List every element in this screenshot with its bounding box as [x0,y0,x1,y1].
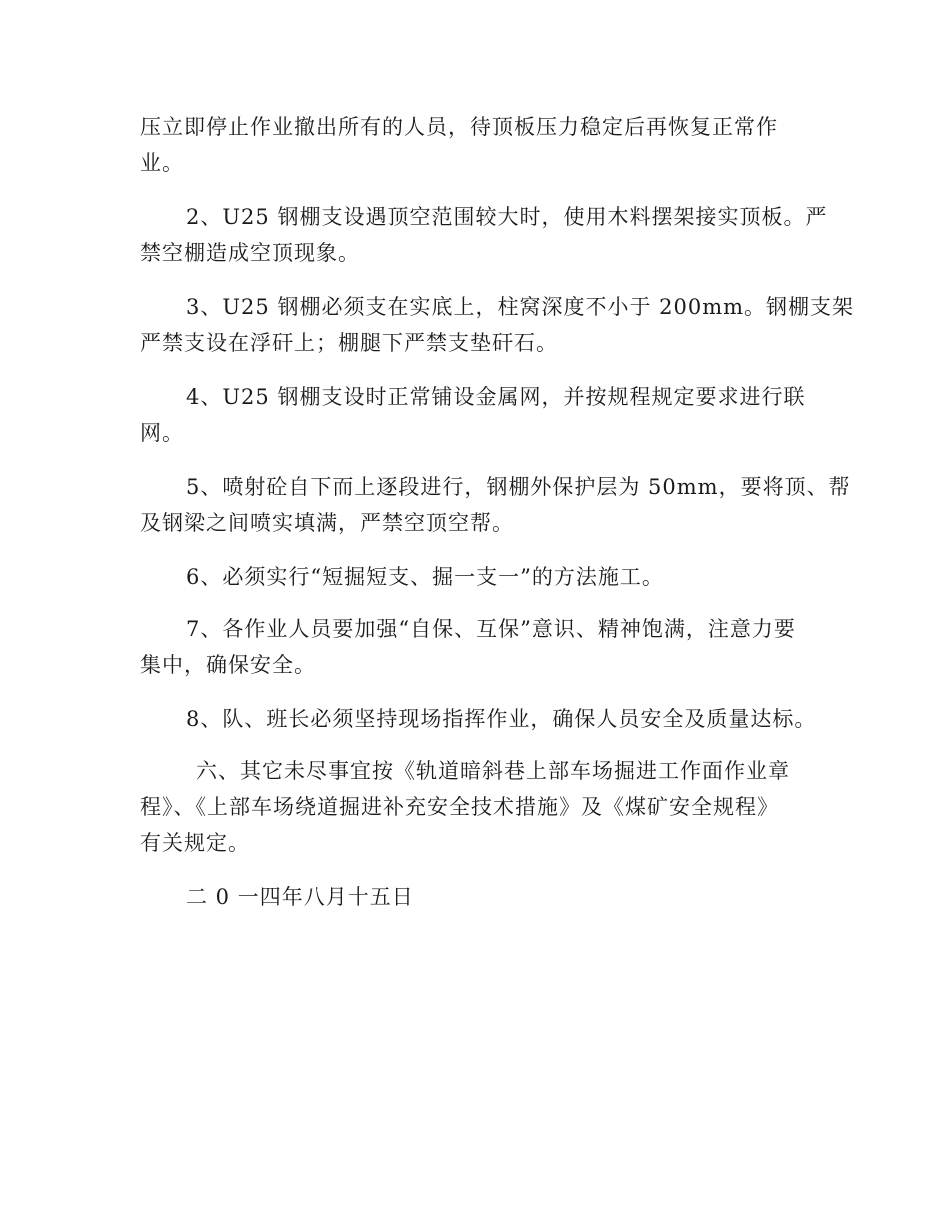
text-line: 禁空棚造成空顶现象。 [140,241,360,265]
text-line: 8、队、班长必须坚持现场指挥作业，确保人员安全及质量达标。 [186,707,817,731]
text-line: 业。 [140,151,184,175]
text-line: 二 0 一四年八月十五日 [186,885,414,909]
text-line: 程》、《上部车场绕道掘进补充安全技术措施》及《煤矿安全规程》 [140,795,779,819]
text-line: 4、U25 钢棚支设时正常铺设金属网，并按规程规定要求进行联 [186,385,806,409]
text-line: 5、喷射砼自下而上逐段进行，钢棚外保护层为 50mm，要将顶、帮 [186,475,851,499]
text-line: 及钢梁之间喷实填满，严禁空顶空帮。 [140,511,514,535]
text-line: 有关规定。 [140,831,250,855]
text-line: 六、其它未尽事宜按《轨道暗斜巷上部车场掘进工作面作业章 [196,759,790,783]
text-line: 网。 [140,421,184,445]
text-line: 7、各作业人员要加强“自保、互保”意识、精神饱满，注意力要 [186,617,796,641]
text-line: 6、必须实行“短掘短支、掘一支一”的方法施工。 [186,565,664,589]
text-line: 压立即停止作业撤出所有的人员，待顶板压力稳定后再恢复正常作 [140,115,778,139]
text-line: 3、U25 钢棚必须支在实底上，柱窝深度不小于 200mm。钢棚支架 [186,295,855,319]
text-line: 集中，确保安全。 [140,653,316,677]
text-line: 严禁支设在浮矸上；棚腿下严禁支垫矸石。 [140,331,558,355]
text-line: 2、U25 钢棚支设遇顶空范围较大时，使用木料摆架接实顶板。严 [186,205,828,229]
